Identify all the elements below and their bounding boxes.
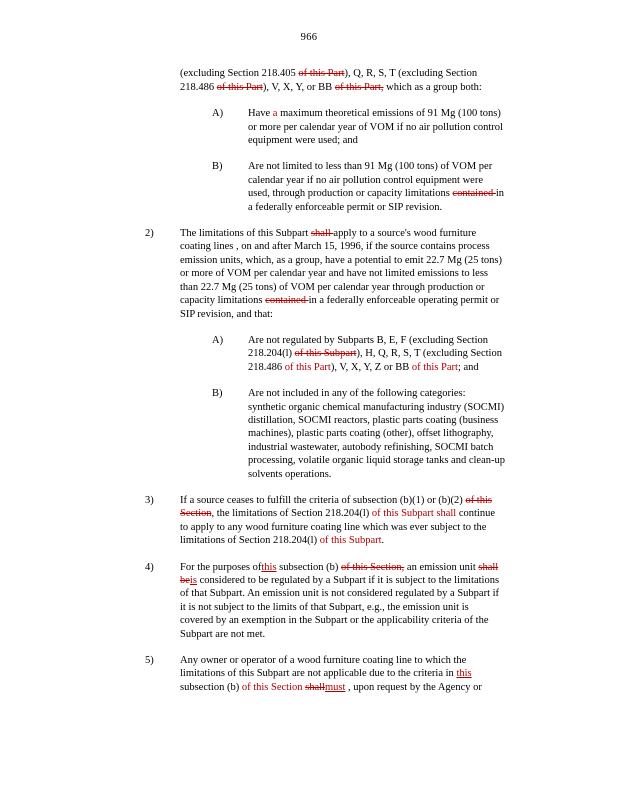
deleted-text-run: shall be (180, 561, 499, 586)
list-item (212, 334, 618, 374)
text-run: , the limitations of Section 218.204(l) (211, 508, 372, 520)
list-item-label: 5) (145, 655, 154, 667)
paragraph-text (248, 387, 505, 481)
paragraph-text (180, 227, 502, 321)
text-run: in a federally enforceable operating permit or SIP revision, and that: (180, 295, 500, 320)
paragraph (145, 67, 618, 94)
text-run: ), Q, R, S, T (excluding Section 218.486 (180, 68, 478, 93)
text-run: Have (248, 108, 273, 120)
deleted-text-run: of this Section (180, 494, 492, 520)
text-run: ), V, X, Y, or BB (262, 81, 335, 93)
text-run: ; and (457, 361, 479, 373)
deleted-text-run: contained (265, 295, 309, 307)
text-run: continue to apply to any wood furniture coating line which was ever subject to the limitations of Section 218.204(l) (180, 508, 495, 547)
deleted-text-run: of this Section, (341, 561, 405, 573)
text-run: Are not limited to less than 91 Mg (100 tons) of VOM per calendar year if no air pollution control equipment were used, through production or capacity limitations (248, 161, 493, 200)
list-item-label: 2) (145, 228, 154, 240)
text-run: ), V, X, Y, Z or BB (330, 361, 412, 373)
text-run: For the purposes of (180, 561, 262, 573)
paragraph-text (248, 160, 505, 214)
inserted-text-run: of this Part (411, 361, 458, 373)
underlined-inserted-text-run: must (324, 681, 346, 693)
list-item (145, 227, 618, 321)
list-item-label (145, 67, 180, 94)
list-item (145, 494, 618, 548)
inserted-text-run: of this Subpart (319, 535, 382, 547)
text-run: . (381, 535, 385, 547)
list-item-label: 3) (145, 494, 154, 506)
list-item-label: A) (212, 334, 224, 346)
list-item (212, 387, 618, 481)
deleted-text-run: of this Part, (334, 81, 384, 93)
list-item (212, 160, 618, 214)
deleted-text-run: shall (305, 681, 325, 693)
text-run: maximum theoretical emissions of 91 Mg (100 tons) or more per calendar year of VOM if no air pollution control equipment were used; and (248, 108, 503, 147)
page-number: 966 (300, 32, 318, 43)
paragraph-text (180, 654, 502, 694)
list-item-label: A) (212, 108, 224, 120)
text-run: apply to a source's wood furniture coating lines , on and after March 15, 1996, if the source contains process emission units, which, as a group, have a potential to emit 22.7 Mg (25 tons) or more of VOM per calendar year and have not limited emissions to less than 22.7 Mg (25 tons) of VOM per calendar year through production or capacity limitations (180, 228, 502, 307)
underlined-inserted-text-run: this (261, 561, 277, 573)
text-run: , upon request by the Agency or (345, 681, 482, 693)
underlined-inserted-text-run: this (456, 668, 472, 680)
paragraph-text (248, 107, 505, 147)
paragraph-text (180, 494, 502, 548)
list-item-label: B) (212, 388, 223, 400)
list-item-label: 4) (145, 561, 154, 573)
text-run: subsection (b) (180, 681, 242, 693)
text-run: Any owner or operator of a wood furniture coating line to which the limitations of this Subpart are not applicable due to the criteria in (180, 655, 467, 680)
text-run: considered to be regulated by a Subpart if it is subject to the limitations of that Subpart. An emission unit is not considered regulated by a Subpart if it is not subject to the limits of that Subpart, e.g., the emission unit is covered by an exemption in the Subpart or the applicability criteria of the Subpart are not met. (180, 575, 500, 640)
inserted-text-run: a (272, 108, 278, 120)
deleted-text-run: contained (452, 188, 496, 200)
paragraph-text (180, 561, 502, 641)
text-run: in a federally enforceable permit or SIP revision. (248, 188, 505, 213)
text-run: which as a group both: (383, 81, 482, 93)
text-run: The limitations of this Subpart (180, 228, 311, 240)
underlined-inserted-text-run: is (189, 575, 197, 586)
text-run: Are not regulated by Subparts B, E, F (excluding Section 218.204(l) (248, 334, 488, 360)
paragraph-text (180, 67, 502, 94)
list-item-label: B) (212, 161, 223, 173)
text-run: Are not included in any of the following categories: synthetic organic chemical manufacturing industry (SOCMI) distillation, SOCMI reactors, plastic parts coating (business machines), plastic parts coating (other), offset lithography, industrial wastewater, autobody refinishing, SOCMI batch processing, volatile organic liquid storage tanks and clean-up solvents operations. (248, 388, 505, 480)
text-run: subsection (b) (276, 561, 341, 573)
text-run: ), H, Q, R, S, T (excluding Section 218.486 (248, 348, 502, 373)
list-item (145, 654, 618, 694)
paragraph-text (248, 334, 505, 374)
document-body (0, 67, 618, 694)
deleted-text-run: of this Subpart (294, 348, 357, 360)
text-run: (excluding Section 218.405 (180, 68, 299, 80)
deleted-text-run: of this Part (298, 68, 345, 80)
list-item (212, 107, 618, 147)
text-run: an emission unit (404, 561, 479, 573)
deleted-text-run: of this Part (216, 81, 263, 93)
text-run: If a source ceases to fulfill the criteria of subsection (b)(1) or (b)(2) (180, 494, 466, 506)
inserted-text-run: of this Subpart shall (371, 508, 457, 520)
deleted-text-run: shall (310, 228, 334, 240)
inserted-text-run: of this Section (241, 681, 303, 693)
list-item (145, 561, 618, 641)
inserted-text-run: of this Part (284, 361, 331, 373)
